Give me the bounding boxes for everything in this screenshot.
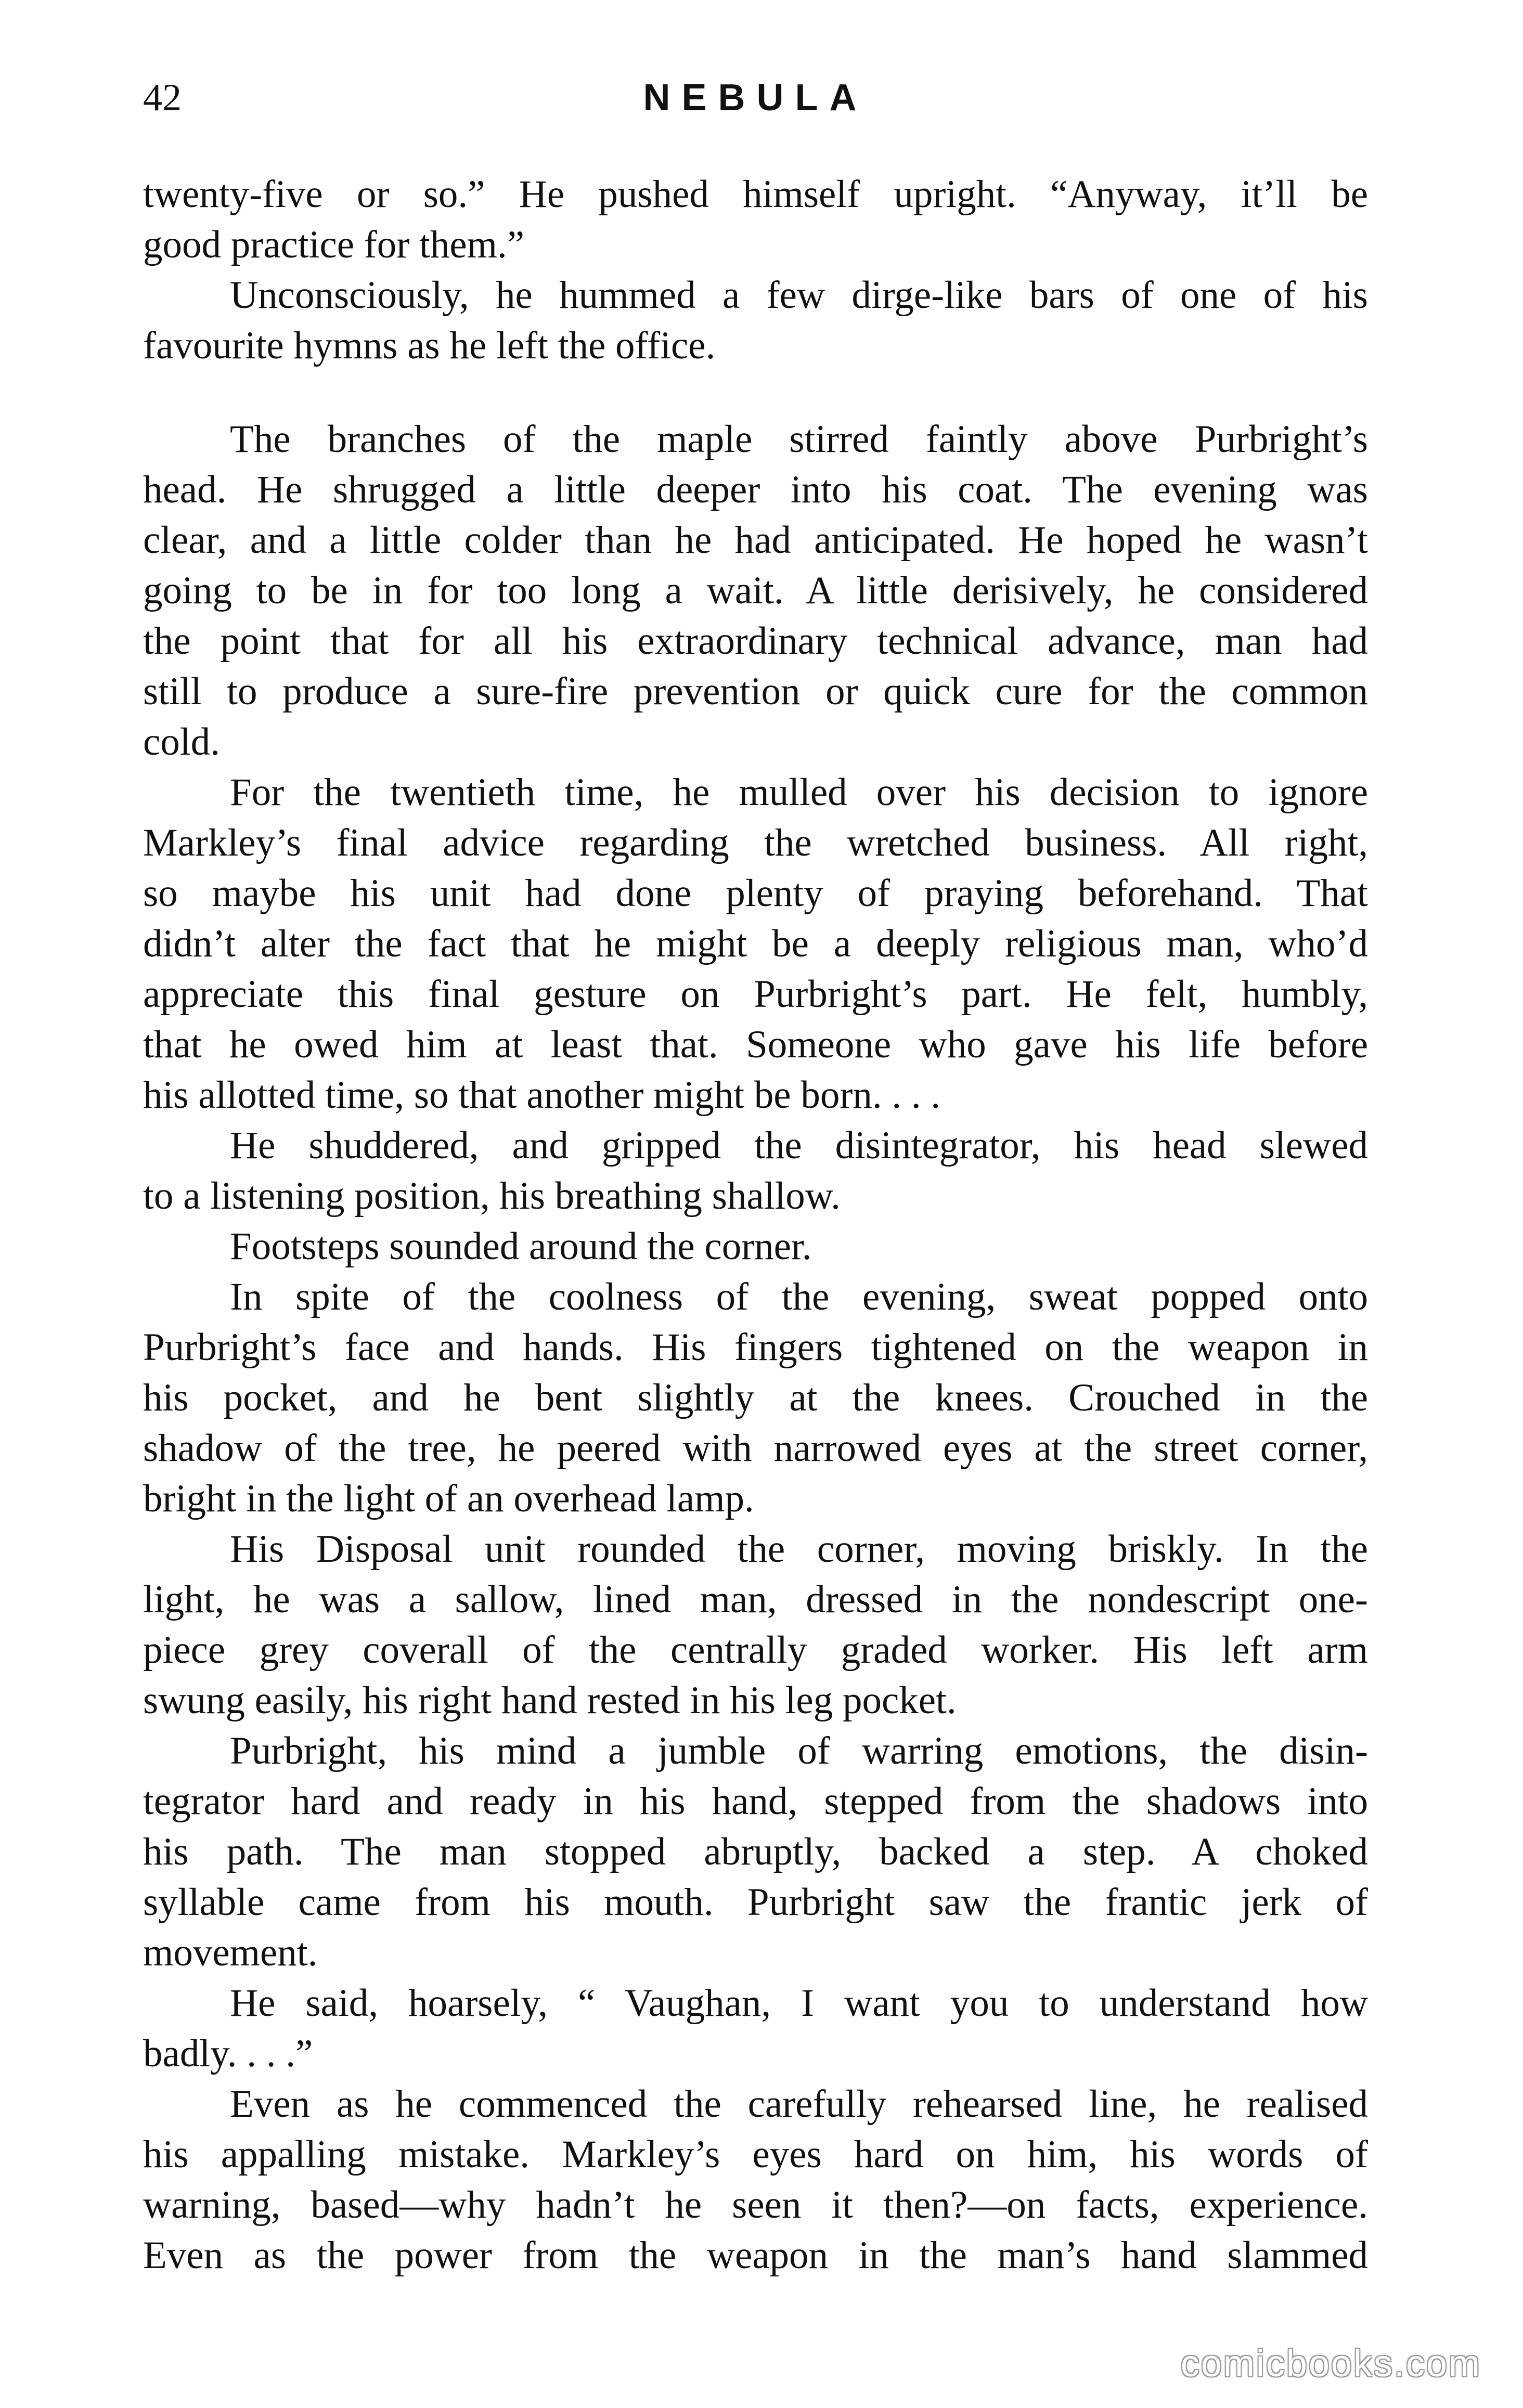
text-line: his allotted time, so that another might be born. . . . [143, 1073, 941, 1117]
text-line: the point that for all his extraordinary technical advance, man had [143, 619, 1368, 663]
text-line: For the twentieth time, he mulled over his decision to ignore [230, 771, 1368, 814]
text-line: Markley’s final advice regarding the wretched business. All right, [143, 821, 1368, 864]
text-line: to a listening position, his breathing shallow. [143, 1174, 841, 1218]
page-number: 42 [143, 76, 182, 119]
text-line: Even as he commenced the carefully rehearsed line, he realised [230, 2082, 1368, 2126]
text-line: He said, hoarsely, “ Vaughan, I want you to understand how [230, 1982, 1368, 2025]
section-break [143, 371, 1368, 414]
text-line: good practice for them.” [143, 223, 525, 266]
text-line: warning, based—why hadn’t he seen it then?—on facts, experience. [143, 2183, 1368, 2226]
text-line: light, he was a sallow, lined man, dressed in the nondescript one- [143, 1578, 1368, 1621]
text-line: appreciate this final gesture on Purbright’s part. He felt, humbly, [143, 973, 1368, 1016]
text-line: clear, and a little colder than he had anticipated. He hoped he wasn’t [143, 519, 1368, 562]
text-line: badly. . . .” [143, 2032, 313, 2075]
text-line: Footsteps sounded around the corner. [230, 1225, 812, 1268]
text-line: Purbright’s face and hands. His fingers tightened on the weapon in [143, 1326, 1368, 1369]
running-title: NEBULA [643, 77, 868, 119]
text-line: Purbright, his mind a jumble of warring emotions, the disin- [230, 1729, 1368, 1772]
text-line: bright in the light of an overhead lamp. [143, 1477, 754, 1520]
text-line: didn’t alter the fact that he might be a deeply religious man, who’d [143, 922, 1368, 965]
text-line: twenty-five or so.” He pushed himself upright. “Anyway, it’ll be [143, 173, 1368, 216]
text-line: swung easily, his right hand rested in his leg pocket. [143, 1679, 957, 1722]
page-header [143, 72, 1368, 129]
text-line: favourite hymns as he left the office. [143, 324, 716, 367]
text-line: tegrator hard and ready in his hand, stepped from the shadows into [143, 1780, 1368, 1823]
text-line: that he owed him at least that. Someone who gave his life before [143, 1023, 1368, 1066]
text-line: shadow of the tree, he peered with narrowed eyes at the street corner, [143, 1427, 1368, 1470]
text-line: his path. The man stopped abruptly, backed a step. A choked [143, 1830, 1368, 1873]
text-line: syllable came from his mouth. Purbright saw the frantic jerk of [143, 1881, 1368, 1924]
text-line: Unconsciously, he hummed a few dirge-like bars of one of his [230, 274, 1368, 317]
text-line: his appalling mistake. Markley’s eyes hard on him, his words of [143, 2133, 1368, 2176]
text-line: cold. [143, 720, 220, 763]
body-text [143, 169, 1368, 2281]
text-line: In spite of the coolness of the evening, sweat popped onto [230, 1275, 1368, 1318]
text-line: He shuddered, and gripped the disintegrator, his head slewed [230, 1124, 1368, 1167]
text-line: his pocket, and he bent slightly at the knees. Crouched in the [143, 1376, 1368, 1419]
text-line: piece grey coverall of the centrally graded worker. His left arm [143, 1628, 1368, 1672]
text-line: The branches of the maple stirred faintly above Purbright’s [230, 418, 1368, 461]
text-line: His Disposal unit rounded the corner, moving briskly. In the [230, 1527, 1368, 1571]
text-line: so maybe his unit had done plenty of praying beforehand. That [143, 872, 1368, 915]
text-line: going to be in for too long a wait. A little derisively, he considered [143, 569, 1368, 612]
text-line: Even as the power from the weapon in the man’s hand slammed [143, 2234, 1368, 2277]
text-line: movement. [143, 1931, 318, 1974]
text-line: still to produce a sure-fire prevention or quick cure for the common [143, 670, 1368, 713]
watermark: comicbooks.com [1180, 2343, 1481, 2385]
text-line: head. He shrugged a little deeper into his coat. The evening was [143, 468, 1368, 511]
